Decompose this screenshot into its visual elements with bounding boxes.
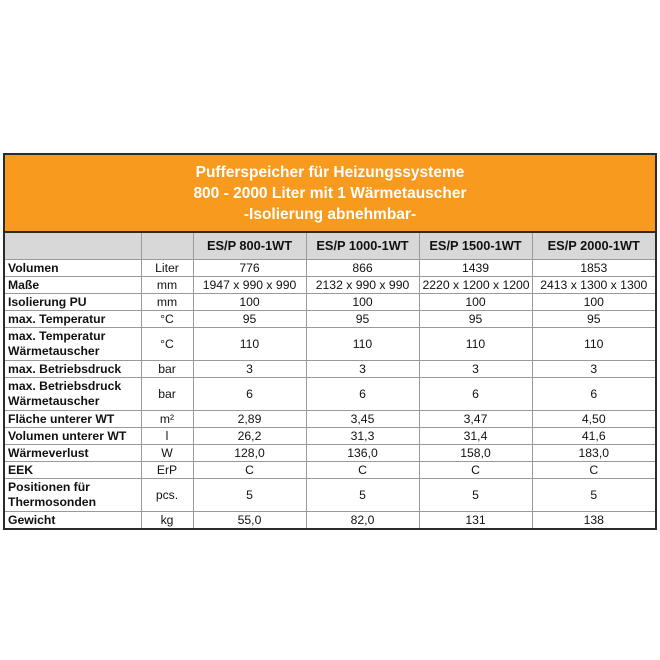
row-unit: Liter [141,260,193,277]
row-unit: mm [141,294,193,311]
row-value: 110 [193,328,306,361]
row-value: 6 [419,378,532,411]
row-unit: m² [141,411,193,428]
header-empty-unit [141,233,193,260]
table-row [5,311,655,328]
row-value: 31,3 [306,428,419,445]
header-empty-label [5,233,141,260]
row-unit: bar [141,378,193,411]
row-value: 31,4 [419,428,532,445]
row-value: 82,0 [306,512,419,529]
row-label: Fläche unterer WT [5,411,141,428]
spec-table [5,233,655,528]
row-value: 2132 x 990 x 990 [306,277,419,294]
row-unit: pcs. [141,479,193,512]
row-value: 128,0 [193,445,306,462]
row-value: 158,0 [419,445,532,462]
row-value: 3 [532,361,655,378]
row-value: 3 [193,361,306,378]
row-unit: kg [141,512,193,529]
title-line-3: -Isolierung abnehmbar- [243,206,417,223]
table-row [5,428,655,445]
table-row [5,361,655,378]
row-label: Maße [5,277,141,294]
row-value: 110 [306,328,419,361]
row-value: 136,0 [306,445,419,462]
row-value: 95 [306,311,419,328]
row-value: 95 [532,311,655,328]
row-label: Volumen unterer WT [5,428,141,445]
row-value: C [419,462,532,479]
table-row [5,260,655,277]
row-value: 100 [306,294,419,311]
spec-sheet [3,153,657,530]
row-value: 6 [532,378,655,411]
row-value: 100 [193,294,306,311]
row-label: max. Betriebsdruck Wärmetauscher [5,378,141,411]
table-row [5,479,655,512]
table-row [5,411,655,428]
row-value: 100 [532,294,655,311]
table-row [5,445,655,462]
table-row [5,294,655,311]
row-value: 95 [419,311,532,328]
row-unit: bar [141,361,193,378]
row-value: 6 [193,378,306,411]
row-value: 110 [419,328,532,361]
row-value: 1853 [532,260,655,277]
title-line-1: Pufferspeicher für Heizungssysteme [195,164,465,181]
row-value: C [532,462,655,479]
row-value: 2413 x 1300 x 1300 [532,277,655,294]
row-value: 866 [306,260,419,277]
row-unit: ErP [141,462,193,479]
row-unit: W [141,445,193,462]
header-row [5,233,655,260]
row-label: Isolierung PU [5,294,141,311]
row-label: Positionen für Thermosonden [5,479,141,512]
model-header: ES/P 800-1WT [193,233,306,260]
table-row [5,462,655,479]
title-line-2: 800 - 2000 Liter mit 1 Wärmetauscher [193,185,467,202]
row-value: 5 [306,479,419,512]
row-unit: °C [141,311,193,328]
row-value: 4,50 [532,411,655,428]
row-label: max. Betriebsdruck [5,361,141,378]
row-value: 2,89 [193,411,306,428]
row-value: C [193,462,306,479]
table-row [5,277,655,294]
row-value: 3 [419,361,532,378]
row-value: 6 [306,378,419,411]
row-value: 3 [306,361,419,378]
row-value: 3,45 [306,411,419,428]
model-header: ES/P 2000-1WT [532,233,655,260]
row-value: 5 [419,479,532,512]
row-value: 5 [532,479,655,512]
row-unit: mm [141,277,193,294]
row-value: 5 [193,479,306,512]
table-row [5,378,655,411]
title-banner [5,155,655,233]
table-row [5,512,655,529]
table-row [5,328,655,361]
row-value: 138 [532,512,655,529]
row-value: 131 [419,512,532,529]
row-value: 183,0 [532,445,655,462]
row-value: C [306,462,419,479]
row-label: Volumen [5,260,141,277]
row-value: 1947 x 990 x 990 [193,277,306,294]
row-value: 3,47 [419,411,532,428]
model-header: ES/P 1500-1WT [419,233,532,260]
row-value: 100 [419,294,532,311]
row-label: Wärmeverlust [5,445,141,462]
row-value: 776 [193,260,306,277]
row-label: Gewicht [5,512,141,529]
model-header: ES/P 1000-1WT [306,233,419,260]
row-label: max. Temperatur [5,311,141,328]
row-unit: l [141,428,193,445]
row-value: 1439 [419,260,532,277]
row-value: 2220 x 1200 x 1200 [419,277,532,294]
row-value: 41,6 [532,428,655,445]
row-unit: °C [141,328,193,361]
row-value: 110 [532,328,655,361]
row-value: 55,0 [193,512,306,529]
row-label: max. Temperatur Wärmetauscher [5,328,141,361]
row-value: 26,2 [193,428,306,445]
row-value: 95 [193,311,306,328]
row-label: EEK [5,462,141,479]
